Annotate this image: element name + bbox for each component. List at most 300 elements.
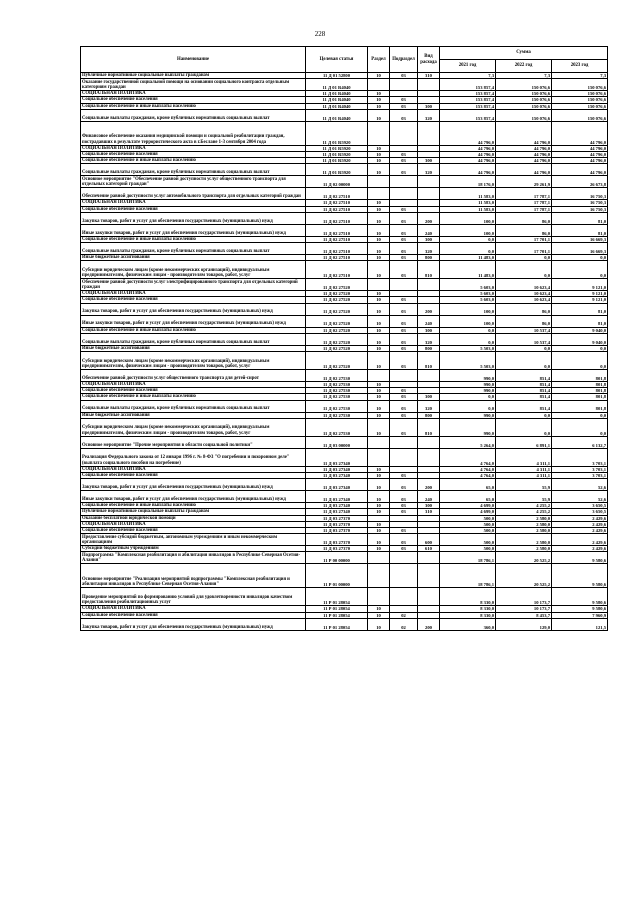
row-name: Закупка товаров, работ и услуг для обеспечения государственных (муниципальных) нужд bbox=[81, 479, 306, 491]
row-exp-type: 810 bbox=[418, 352, 440, 370]
row-code: 11 Д 03 27340 bbox=[306, 473, 368, 479]
row-2022: 44 796,0 bbox=[496, 121, 552, 145]
row-section: 10 bbox=[368, 473, 390, 479]
row-name: Иные бюджетные ассигнования bbox=[81, 255, 306, 261]
row-2022: 10 623,4 bbox=[496, 291, 552, 297]
row-section bbox=[368, 588, 390, 606]
table-row bbox=[81, 279, 608, 291]
row-subsection: 03 bbox=[390, 224, 418, 236]
row-code: 11 Д 02 27520 bbox=[306, 345, 368, 351]
row-2023: 81,0 bbox=[552, 303, 608, 315]
row-name: СОЦИАЛЬНАЯ ПОЛИТИКА bbox=[81, 145, 306, 151]
row-exp-type: 320 bbox=[418, 400, 440, 412]
row-2022: 851,4 bbox=[496, 370, 552, 382]
row-code: 11 Д 02 27520 bbox=[306, 333, 368, 345]
row-2023: 9 580,6 bbox=[552, 606, 608, 612]
row-2022: 55,9 bbox=[496, 491, 552, 503]
row-2022: 4 255,2 bbox=[496, 509, 552, 515]
row-name: Социальное обеспечение и иные выплаты населению bbox=[81, 327, 306, 333]
row-section: 10 bbox=[368, 400, 390, 412]
row-2022: 7,3 bbox=[496, 73, 552, 79]
row-2022: 20 525,2 bbox=[496, 564, 552, 588]
row-code: 11 Д 02 27510 bbox=[306, 255, 368, 261]
row-2022: 17 787,1 bbox=[496, 188, 552, 200]
row-2023: 9 121,0 bbox=[552, 297, 608, 303]
header-section: Раздел bbox=[368, 47, 390, 73]
row-2023: 0,0 bbox=[552, 412, 608, 418]
row-section: 10 bbox=[368, 158, 390, 164]
row-2023: 44 796,0 bbox=[552, 152, 608, 158]
row-2021: 7,3 bbox=[440, 73, 496, 79]
row-exp-type: 320 bbox=[418, 333, 440, 345]
row-2023: 801,8 bbox=[552, 394, 608, 400]
budget-table bbox=[80, 46, 608, 631]
row-section: 10 bbox=[368, 291, 390, 297]
header-2022: 2022 год bbox=[496, 60, 552, 73]
table-row bbox=[81, 491, 608, 503]
row-code: 11 Д 02 27510 bbox=[306, 188, 368, 200]
row-name: СОЦИАЛЬНАЯ ПОЛИТИКА bbox=[81, 291, 306, 297]
row-subsection: 03 bbox=[390, 158, 418, 164]
row-2021: 0,0 bbox=[440, 236, 496, 242]
row-2022: 20 525,2 bbox=[496, 552, 552, 564]
row-section: 10 bbox=[368, 345, 390, 351]
table-row bbox=[81, 212, 608, 224]
row-code: 11 Р 01 28054 bbox=[306, 588, 368, 606]
row-section: 10 bbox=[368, 152, 390, 158]
row-2022: 17 787,1 bbox=[496, 206, 552, 212]
row-2021: 8 330,0 bbox=[440, 612, 496, 618]
row-subsection: 03 bbox=[390, 333, 418, 345]
row-2022: 55,9 bbox=[496, 479, 552, 491]
table-row bbox=[81, 479, 608, 491]
row-2022: 150 076,6 bbox=[496, 97, 552, 103]
row-2023: 150 076,6 bbox=[552, 109, 608, 121]
row-2023: 16 750,3 bbox=[552, 200, 608, 206]
row-2023: 3 703,1 bbox=[552, 473, 608, 479]
row-code: 11 Д 03 27340 bbox=[306, 479, 368, 491]
row-name: Публичные нормативные социальные выплаты гражданам bbox=[81, 509, 306, 515]
row-subsection bbox=[390, 448, 418, 466]
row-subsection bbox=[390, 176, 418, 188]
row-exp-type bbox=[418, 564, 440, 588]
row-section: 10 bbox=[368, 212, 390, 224]
row-2023: 801,8 bbox=[552, 388, 608, 394]
row-section: 10 bbox=[368, 243, 390, 255]
row-name: Иные закупки товаров, работ и услуг для обеспечения государственных (муниципальных) нужд bbox=[81, 315, 306, 327]
row-2022: 2 580,0 bbox=[496, 534, 552, 546]
row-subsection: 03 bbox=[390, 243, 418, 255]
row-2021: 11 583,0 bbox=[440, 206, 496, 212]
table-row bbox=[81, 400, 608, 412]
row-2021: 990,0 bbox=[440, 388, 496, 394]
row-subsection: 03 bbox=[390, 394, 418, 400]
row-2023: 0,0 bbox=[552, 261, 608, 279]
row-name: Основное мероприятие "Обеспечение равной доступности услуг общественного транспорта для отдельных категорий граждан" bbox=[81, 176, 306, 188]
row-2021: 8 330,0 bbox=[440, 588, 496, 606]
row-exp-type: 800 bbox=[418, 345, 440, 351]
row-2021: 44 796,0 bbox=[440, 121, 496, 145]
row-name: Социальные выплаты гражданам, кроме публичных нормативных социальных выплат bbox=[81, 333, 306, 345]
row-2021: 100,0 bbox=[440, 303, 496, 315]
row-2021: 0,0 bbox=[440, 400, 496, 412]
row-subsection: 03 bbox=[390, 509, 418, 515]
row-section: 10 bbox=[368, 145, 390, 151]
row-name: Социальное обеспечение и иные выплаты населению bbox=[81, 103, 306, 109]
row-exp-type bbox=[418, 176, 440, 188]
row-code: 11 Д 03 27370 bbox=[306, 528, 368, 534]
row-2022: 8 453,7 bbox=[496, 612, 552, 618]
row-2021: 4 764,0 bbox=[440, 473, 496, 479]
row-exp-type: 240 bbox=[418, 224, 440, 236]
row-section: 10 bbox=[368, 412, 390, 418]
row-code: 11 Д 01 R5920 bbox=[306, 121, 368, 145]
row-section bbox=[368, 176, 390, 188]
row-name: Обеспечение равной доступности услуг электрифицированного транспорта для отдельных категорий граждан bbox=[81, 279, 306, 291]
row-section: 10 bbox=[368, 352, 390, 370]
row-2023: 7 960,9 bbox=[552, 612, 608, 618]
header-sum: Сумма bbox=[440, 47, 608, 60]
row-section: 10 bbox=[368, 466, 390, 472]
row-2021: 0,0 bbox=[440, 327, 496, 333]
row-2023: 0,0 bbox=[552, 345, 608, 351]
row-2022: 44 796,0 bbox=[496, 158, 552, 164]
row-exp-type bbox=[418, 448, 440, 466]
row-2023: 44 796,0 bbox=[552, 121, 608, 145]
table-row bbox=[81, 303, 608, 315]
row-name: Социальное обеспечение населения bbox=[81, 297, 306, 303]
row-name: СОЦИАЛЬНАЯ ПОЛИТИКА bbox=[81, 466, 306, 472]
row-2022: 851,4 bbox=[496, 388, 552, 394]
row-name: Социальные выплаты гражданам, кроме публичных нормативных социальных выплат bbox=[81, 109, 306, 121]
row-2021: 11 583,0 bbox=[440, 200, 496, 206]
row-2023: 2 429,6 bbox=[552, 534, 608, 546]
row-name: СОЦИАЛЬНАЯ ПОЛИТИКА bbox=[81, 200, 306, 206]
row-code: 11 Р 01 28054 bbox=[306, 612, 368, 618]
row-name: Социальное обеспечение и иные выплаты населению bbox=[81, 503, 306, 509]
row-2021: 5 503,0 bbox=[440, 352, 496, 370]
row-2023: 81,0 bbox=[552, 224, 608, 236]
row-code: 11 Д 02 27520 bbox=[306, 279, 368, 291]
row-name: Социальное обеспечение населения bbox=[81, 97, 306, 103]
row-subsection: 03 bbox=[390, 418, 418, 436]
row-exp-type: 320 bbox=[418, 109, 440, 121]
row-2021: 5 603,0 bbox=[440, 291, 496, 297]
row-code: 11 Д 03 27370 bbox=[306, 534, 368, 546]
row-subsection: 03 bbox=[390, 352, 418, 370]
row-2022: 0,0 bbox=[496, 352, 552, 370]
row-code: 11 Д 02 27510 bbox=[306, 261, 368, 279]
row-section bbox=[368, 448, 390, 466]
row-name: Социальные выплаты гражданам, кроме публичных нормативных социальных выплат bbox=[81, 400, 306, 412]
row-section: 10 bbox=[368, 418, 390, 436]
row-2022: 17 701,1 bbox=[496, 236, 552, 242]
row-section: 10 bbox=[368, 200, 390, 206]
row-section bbox=[368, 370, 390, 382]
row-section: 10 bbox=[368, 534, 390, 546]
row-2022: 0,0 bbox=[496, 412, 552, 418]
row-name: Субсидии бюджетным учреждениям bbox=[81, 546, 306, 552]
row-name: Социальное обеспечение и иные выплаты населению bbox=[81, 236, 306, 242]
row-section: 10 bbox=[368, 388, 390, 394]
row-exp-type: 200 bbox=[418, 618, 440, 630]
row-name: СОЦИАЛЬНАЯ ПОЛИТИКА bbox=[81, 91, 306, 97]
row-subsection: 03 bbox=[390, 97, 418, 103]
row-2023: 9 580,6 bbox=[552, 588, 608, 606]
table-row bbox=[81, 164, 608, 176]
row-section: 10 bbox=[368, 503, 390, 509]
row-code: 11 Д 01 R5920 bbox=[306, 152, 368, 158]
row-2021: 44 796,0 bbox=[440, 152, 496, 158]
row-name: Проведение мероприятий по формированию условий для удовлетворенности инвалидов качеством предоставления реабилитационных услуг bbox=[81, 588, 306, 606]
row-exp-type bbox=[418, 79, 440, 91]
row-code: 11 Д 02 00000 bbox=[306, 176, 368, 188]
row-code: 11 Д 02 27530 bbox=[306, 394, 368, 400]
table-row bbox=[81, 370, 608, 382]
row-section bbox=[368, 564, 390, 588]
row-2023: 9 580,6 bbox=[552, 552, 608, 564]
row-2023: 9 040,0 bbox=[552, 327, 608, 333]
row-2021: 5 603,0 bbox=[440, 297, 496, 303]
row-2021: 4 699,0 bbox=[440, 509, 496, 515]
row-subsection: 03 bbox=[390, 236, 418, 242]
row-code: 11 Д 02 27520 bbox=[306, 303, 368, 315]
row-code: 11 Д 03 27340 bbox=[306, 509, 368, 515]
row-name: Оказание бесплатной юридической помощи bbox=[81, 515, 306, 521]
row-subsection: 02 bbox=[390, 618, 418, 630]
row-name: Иные закупки товаров, работ и услуг для обеспечения государственных (муниципальных) нужд bbox=[81, 224, 306, 236]
row-2021: 990,0 bbox=[440, 370, 496, 382]
row-section: 10 bbox=[368, 236, 390, 242]
row-2023: 9 121,0 bbox=[552, 291, 608, 297]
table-body bbox=[81, 73, 608, 631]
row-2021: 8 330,0 bbox=[440, 606, 496, 612]
row-2022: 150 076,6 bbox=[496, 91, 552, 97]
row-2023: 6 132,7 bbox=[552, 436, 608, 448]
row-2023: 801,8 bbox=[552, 400, 608, 412]
row-2023: 16 750,3 bbox=[552, 188, 608, 200]
table-row bbox=[81, 188, 608, 200]
row-exp-type bbox=[418, 370, 440, 382]
row-2022: 86,0 bbox=[496, 315, 552, 327]
row-2023: 9 121,0 bbox=[552, 279, 608, 291]
row-name: Финансовое обеспечение оказания медицинской помощи и социальной реабилитации граждан, пострадавших в результате террористического акта в г.Беслане 1-3 сентября 2004 года bbox=[81, 121, 306, 145]
row-2023: 150 076,6 bbox=[552, 79, 608, 91]
row-subsection: 03 bbox=[390, 412, 418, 418]
page-number: 228 bbox=[314, 30, 326, 38]
row-2021: 5 503,0 bbox=[440, 345, 496, 351]
row-2021: 153 857,4 bbox=[440, 109, 496, 121]
row-exp-type: 600 bbox=[418, 534, 440, 546]
row-code: 11 Д 02 27530 bbox=[306, 412, 368, 418]
row-name: Иные бюджетные ассигнования bbox=[81, 412, 306, 418]
row-2022: 0,0 bbox=[496, 345, 552, 351]
row-code: 11 Д 03 27340 bbox=[306, 491, 368, 503]
table-row bbox=[81, 176, 608, 188]
row-2022: 17 701,1 bbox=[496, 243, 552, 255]
row-2021: 65,0 bbox=[440, 491, 496, 503]
row-exp-type: 310 bbox=[418, 509, 440, 515]
row-2022: 10 537,4 bbox=[496, 333, 552, 345]
row-code: 11 Д 02 27530 bbox=[306, 418, 368, 436]
table-row bbox=[81, 448, 608, 466]
row-2022: 4 311,1 bbox=[496, 473, 552, 479]
row-code: 11 Д 02 27520 bbox=[306, 297, 368, 303]
row-exp-type bbox=[418, 588, 440, 606]
row-subsection: 03 bbox=[390, 491, 418, 503]
row-exp-type: 300 bbox=[418, 394, 440, 400]
row-2022: 150 076,6 bbox=[496, 109, 552, 121]
row-name: Публичные нормативные социальные выплаты гражданам bbox=[81, 73, 306, 79]
row-2022: 17 787,1 bbox=[496, 200, 552, 206]
row-code: 11 Д 03 27370 bbox=[306, 546, 368, 552]
header-exp-type: Вид расхода bbox=[418, 47, 440, 73]
row-code: 11 Д 02 27510 bbox=[306, 243, 368, 255]
row-section: 10 bbox=[368, 164, 390, 176]
row-2022: 10 623,4 bbox=[496, 279, 552, 291]
table-row bbox=[81, 121, 608, 145]
row-subsection bbox=[390, 588, 418, 606]
row-subsection: 03 bbox=[390, 503, 418, 509]
row-name: Иные бюджетные ассигнования bbox=[81, 345, 306, 351]
row-exp-type: 310 bbox=[418, 73, 440, 79]
row-code: 11 Д 02 27530 bbox=[306, 400, 368, 412]
header-name: Наименование bbox=[81, 47, 306, 73]
row-subsection: 03 bbox=[390, 327, 418, 333]
row-code: 11 Д 02 27520 bbox=[306, 327, 368, 333]
row-exp-type: 200 bbox=[418, 303, 440, 315]
row-exp-type bbox=[418, 121, 440, 145]
row-name: Субсидии юридическим лицам (кроме некоммерческих организаций), индивидуальным предпринимателям, физическим лицам - производителям товаров, работ, услуг bbox=[81, 352, 306, 370]
row-name: Предоставление субсидий бюджетным, автономным учреждениям и иным некоммерческим организациям bbox=[81, 534, 306, 546]
table-row bbox=[81, 564, 608, 588]
row-code: 11 Р 01 28054 bbox=[306, 606, 368, 612]
row-subsection: 03 bbox=[390, 109, 418, 121]
row-subsection bbox=[390, 79, 418, 91]
row-2023: 44 796,0 bbox=[552, 145, 608, 151]
row-subsection: 03 bbox=[390, 528, 418, 534]
row-code: 11 Д 01 R4040 bbox=[306, 109, 368, 121]
row-name: Социальные выплаты гражданам, кроме публичных нормативных социальных выплат bbox=[81, 164, 306, 176]
row-2022: 86,0 bbox=[496, 303, 552, 315]
table-row bbox=[81, 588, 608, 606]
row-section bbox=[368, 279, 390, 291]
row-2021: 11 483,0 bbox=[440, 261, 496, 279]
row-code: 11 Д 02 27510 bbox=[306, 236, 368, 242]
header-2023: 2023 год bbox=[552, 60, 608, 73]
row-2023: 9 580,6 bbox=[552, 564, 608, 588]
row-subsection bbox=[390, 279, 418, 291]
header-code: Целевая статья bbox=[306, 47, 368, 73]
row-subsection: 03 bbox=[390, 164, 418, 176]
row-2022: 10 537,4 bbox=[496, 327, 552, 333]
row-subsection: 03 bbox=[390, 479, 418, 491]
row-subsection: 03 bbox=[390, 315, 418, 327]
row-exp-type: 200 bbox=[418, 212, 440, 224]
row-2023: 52,6 bbox=[552, 479, 608, 491]
row-2022: 0,0 bbox=[496, 261, 552, 279]
row-2022: 44 796,0 bbox=[496, 145, 552, 151]
row-2023: 2 429,6 bbox=[552, 528, 608, 534]
table-row bbox=[81, 315, 608, 327]
row-2021: 44 796,0 bbox=[440, 164, 496, 176]
row-subsection bbox=[390, 121, 418, 145]
row-section: 10 bbox=[368, 261, 390, 279]
row-2023: 2 429,6 bbox=[552, 546, 608, 552]
row-section: 10 bbox=[368, 109, 390, 121]
row-subsection: 03 bbox=[390, 534, 418, 546]
row-subsection bbox=[390, 188, 418, 200]
row-2021: 65,0 bbox=[440, 479, 496, 491]
row-2022: 4 311,1 bbox=[496, 448, 552, 466]
row-2023: 121,5 bbox=[552, 618, 608, 630]
row-2021: 44 796,0 bbox=[440, 145, 496, 151]
row-name: Социальное обеспечение и иные выплаты населению bbox=[81, 394, 306, 400]
row-name: Социальное обеспечение населения bbox=[81, 528, 306, 534]
row-2021: 100,0 bbox=[440, 212, 496, 224]
row-2021: 153 857,4 bbox=[440, 91, 496, 97]
table-row bbox=[81, 352, 608, 370]
row-subsection: 02 bbox=[390, 612, 418, 618]
row-exp-type: 610 bbox=[418, 546, 440, 552]
row-2021: 18 176,0 bbox=[440, 176, 496, 188]
row-2023: 44 796,0 bbox=[552, 158, 608, 164]
row-exp-type bbox=[418, 279, 440, 291]
row-2022: 44 796,0 bbox=[496, 152, 552, 158]
row-2021: 4 764,0 bbox=[440, 466, 496, 472]
row-name: Оказание государственной социальной помощи на основании социального контракта отдельным категориям граждан bbox=[81, 79, 306, 91]
table-row bbox=[81, 79, 608, 91]
table-row bbox=[81, 436, 608, 448]
row-2023: 0,0 bbox=[552, 255, 608, 261]
row-2022: 86,0 bbox=[496, 212, 552, 224]
row-2022: 2 580,0 bbox=[496, 521, 552, 527]
row-2021: 990,0 bbox=[440, 382, 496, 388]
row-subsection bbox=[390, 564, 418, 588]
row-name: Основное мероприятие "Реализация мероприятий подпрограммы "Комплексная реабилитация и абилитация инвалидов в Республике Северная Осетия-Алания" bbox=[81, 564, 306, 588]
row-code: 11 Д 03 27370 bbox=[306, 515, 368, 521]
row-2022: 86,0 bbox=[496, 224, 552, 236]
row-2023: 52,6 bbox=[552, 491, 608, 503]
row-2022: 0,0 bbox=[496, 255, 552, 261]
row-2023: 81,0 bbox=[552, 315, 608, 327]
row-code: 11 Д 02 27510 bbox=[306, 212, 368, 224]
row-exp-type bbox=[418, 436, 440, 448]
row-code: 11 Д 02 27530 bbox=[306, 388, 368, 394]
row-section: 10 bbox=[368, 606, 390, 612]
row-section: 10 bbox=[368, 103, 390, 109]
row-section: 10 bbox=[368, 546, 390, 552]
table-row bbox=[81, 534, 608, 546]
row-code: 11 Д 01 R4040 bbox=[306, 79, 368, 91]
row-exp-type: 810 bbox=[418, 418, 440, 436]
row-subsection bbox=[390, 552, 418, 564]
row-2021: 0,0 bbox=[440, 333, 496, 345]
row-2021: 0,0 bbox=[440, 243, 496, 255]
row-exp-type: 810 bbox=[418, 261, 440, 279]
row-subsection: 03 bbox=[390, 473, 418, 479]
row-2021: 500,0 bbox=[440, 546, 496, 552]
row-2023: 3 703,1 bbox=[552, 466, 608, 472]
row-section: 10 bbox=[368, 491, 390, 503]
table-row bbox=[81, 243, 608, 255]
row-subsection bbox=[390, 370, 418, 382]
row-name: Закупка товаров, работ и услуг для обеспечения государственных (муниципальных) нужд bbox=[81, 212, 306, 224]
row-2023: 9 040,0 bbox=[552, 333, 608, 345]
row-name: Социальное обеспечение населения bbox=[81, 388, 306, 394]
row-subsection: 03 bbox=[390, 212, 418, 224]
row-name: Социальное обеспечение населения bbox=[81, 152, 306, 158]
